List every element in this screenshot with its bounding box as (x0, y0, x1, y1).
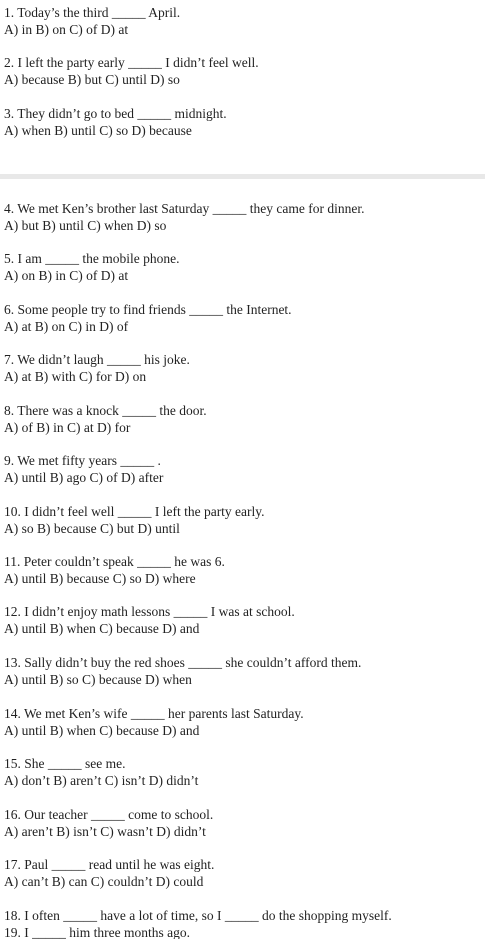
question-text: 15. She _____ see me. (4, 756, 126, 771)
answer-options: A) of B) in C) at D) for (4, 420, 131, 435)
answer-options: A) can’t B) can C) couldn’t D) could (4, 874, 204, 889)
answer-options: A) so B) because C) but D) until (4, 521, 180, 536)
question-4 (4, 200, 364, 234)
question-text: 7. We didn’t laugh _____ his joke. (4, 352, 190, 367)
question-text: 11. Peter couldn’t speak _____ he was 6. (4, 554, 225, 569)
question-1 (4, 4, 180, 38)
question-7 (4, 351, 190, 385)
question-14 (4, 705, 304, 739)
question-text: 18. I often _____ have a lot of time, so I _____ do the shopping myself. (4, 908, 392, 923)
section-divider (0, 174, 485, 179)
question-16 (4, 806, 213, 840)
question-text: 5. I am _____ the mobile phone. (4, 251, 180, 266)
question-19-text: 19. I _____ him three months ago. (4, 925, 190, 939)
question-11 (4, 553, 225, 587)
answer-options: A) at B) on C) in D) of (4, 319, 129, 334)
question-text: 6. Some people try to find friends _____ the Internet. (4, 302, 292, 317)
question-text: 2. I left the party early _____ I didn’t feel well. (4, 55, 259, 70)
answer-options: A) because B) but C) until D) so (4, 72, 180, 87)
question-10 (4, 503, 265, 537)
question-5 (4, 250, 179, 284)
answer-options: A) until B) because C) so D) where (4, 571, 196, 586)
question-12 (4, 603, 295, 637)
question-2 (4, 54, 259, 88)
question-17 (4, 856, 214, 890)
question-3 (4, 105, 227, 139)
question-text: 10. I didn’t feel well _____ I left the party early. (4, 504, 265, 519)
question-9 (4, 452, 163, 486)
question-8 (4, 402, 207, 436)
question-15 (4, 755, 198, 789)
question-text: 3. They didn’t go to bed _____ midnight. (4, 106, 227, 121)
answer-options: A) on B) in C) of D) at (4, 268, 129, 283)
question-6 (4, 301, 292, 335)
answer-options: A) until B) when C) because D) and (4, 723, 200, 738)
question-text: 1. Today’s the third _____ April. (4, 5, 181, 20)
question-text: 4. We met Ken’s brother last Saturday _____ they came for dinner. (4, 201, 365, 216)
question-text: 8. There was a knock _____ the door. (4, 403, 207, 418)
answer-options: A) in B) on C) of D) at (4, 22, 129, 37)
question-13 (4, 654, 361, 688)
answer-options: A) until B) so C) because D) when (4, 672, 192, 687)
question-text: 12. I didn’t enjoy math lessons _____ I was at school. (4, 604, 295, 619)
question-text: 9. We met fifty years _____ . (4, 453, 161, 468)
question-text: 17. Paul _____ read until he was eight. (4, 857, 215, 872)
question-text: 16. Our teacher _____ come to school. (4, 807, 214, 822)
question-18 (4, 907, 392, 939)
answer-options: A) don’t B) aren’t C) isn’t D) didn’t (4, 773, 199, 788)
answer-options: A) until B) ago C) of D) after (4, 470, 164, 485)
question-text: 14. We met Ken’s wife _____ her parents last Saturday. (4, 706, 304, 721)
answer-options: A) at B) with C) for D) on (4, 369, 147, 384)
question-text: 13. Sally didn’t buy the red shoes _____ she couldn’t afford them. (4, 655, 362, 670)
answer-options: A) but B) until C) when D) so (4, 218, 167, 233)
answer-options: A) until B) when C) because D) and (4, 621, 200, 636)
answer-options: A) aren’t B) isn’t C) wasn’t D) didn’t (4, 824, 206, 839)
answer-options: A) when B) until C) so D) because (4, 123, 192, 138)
